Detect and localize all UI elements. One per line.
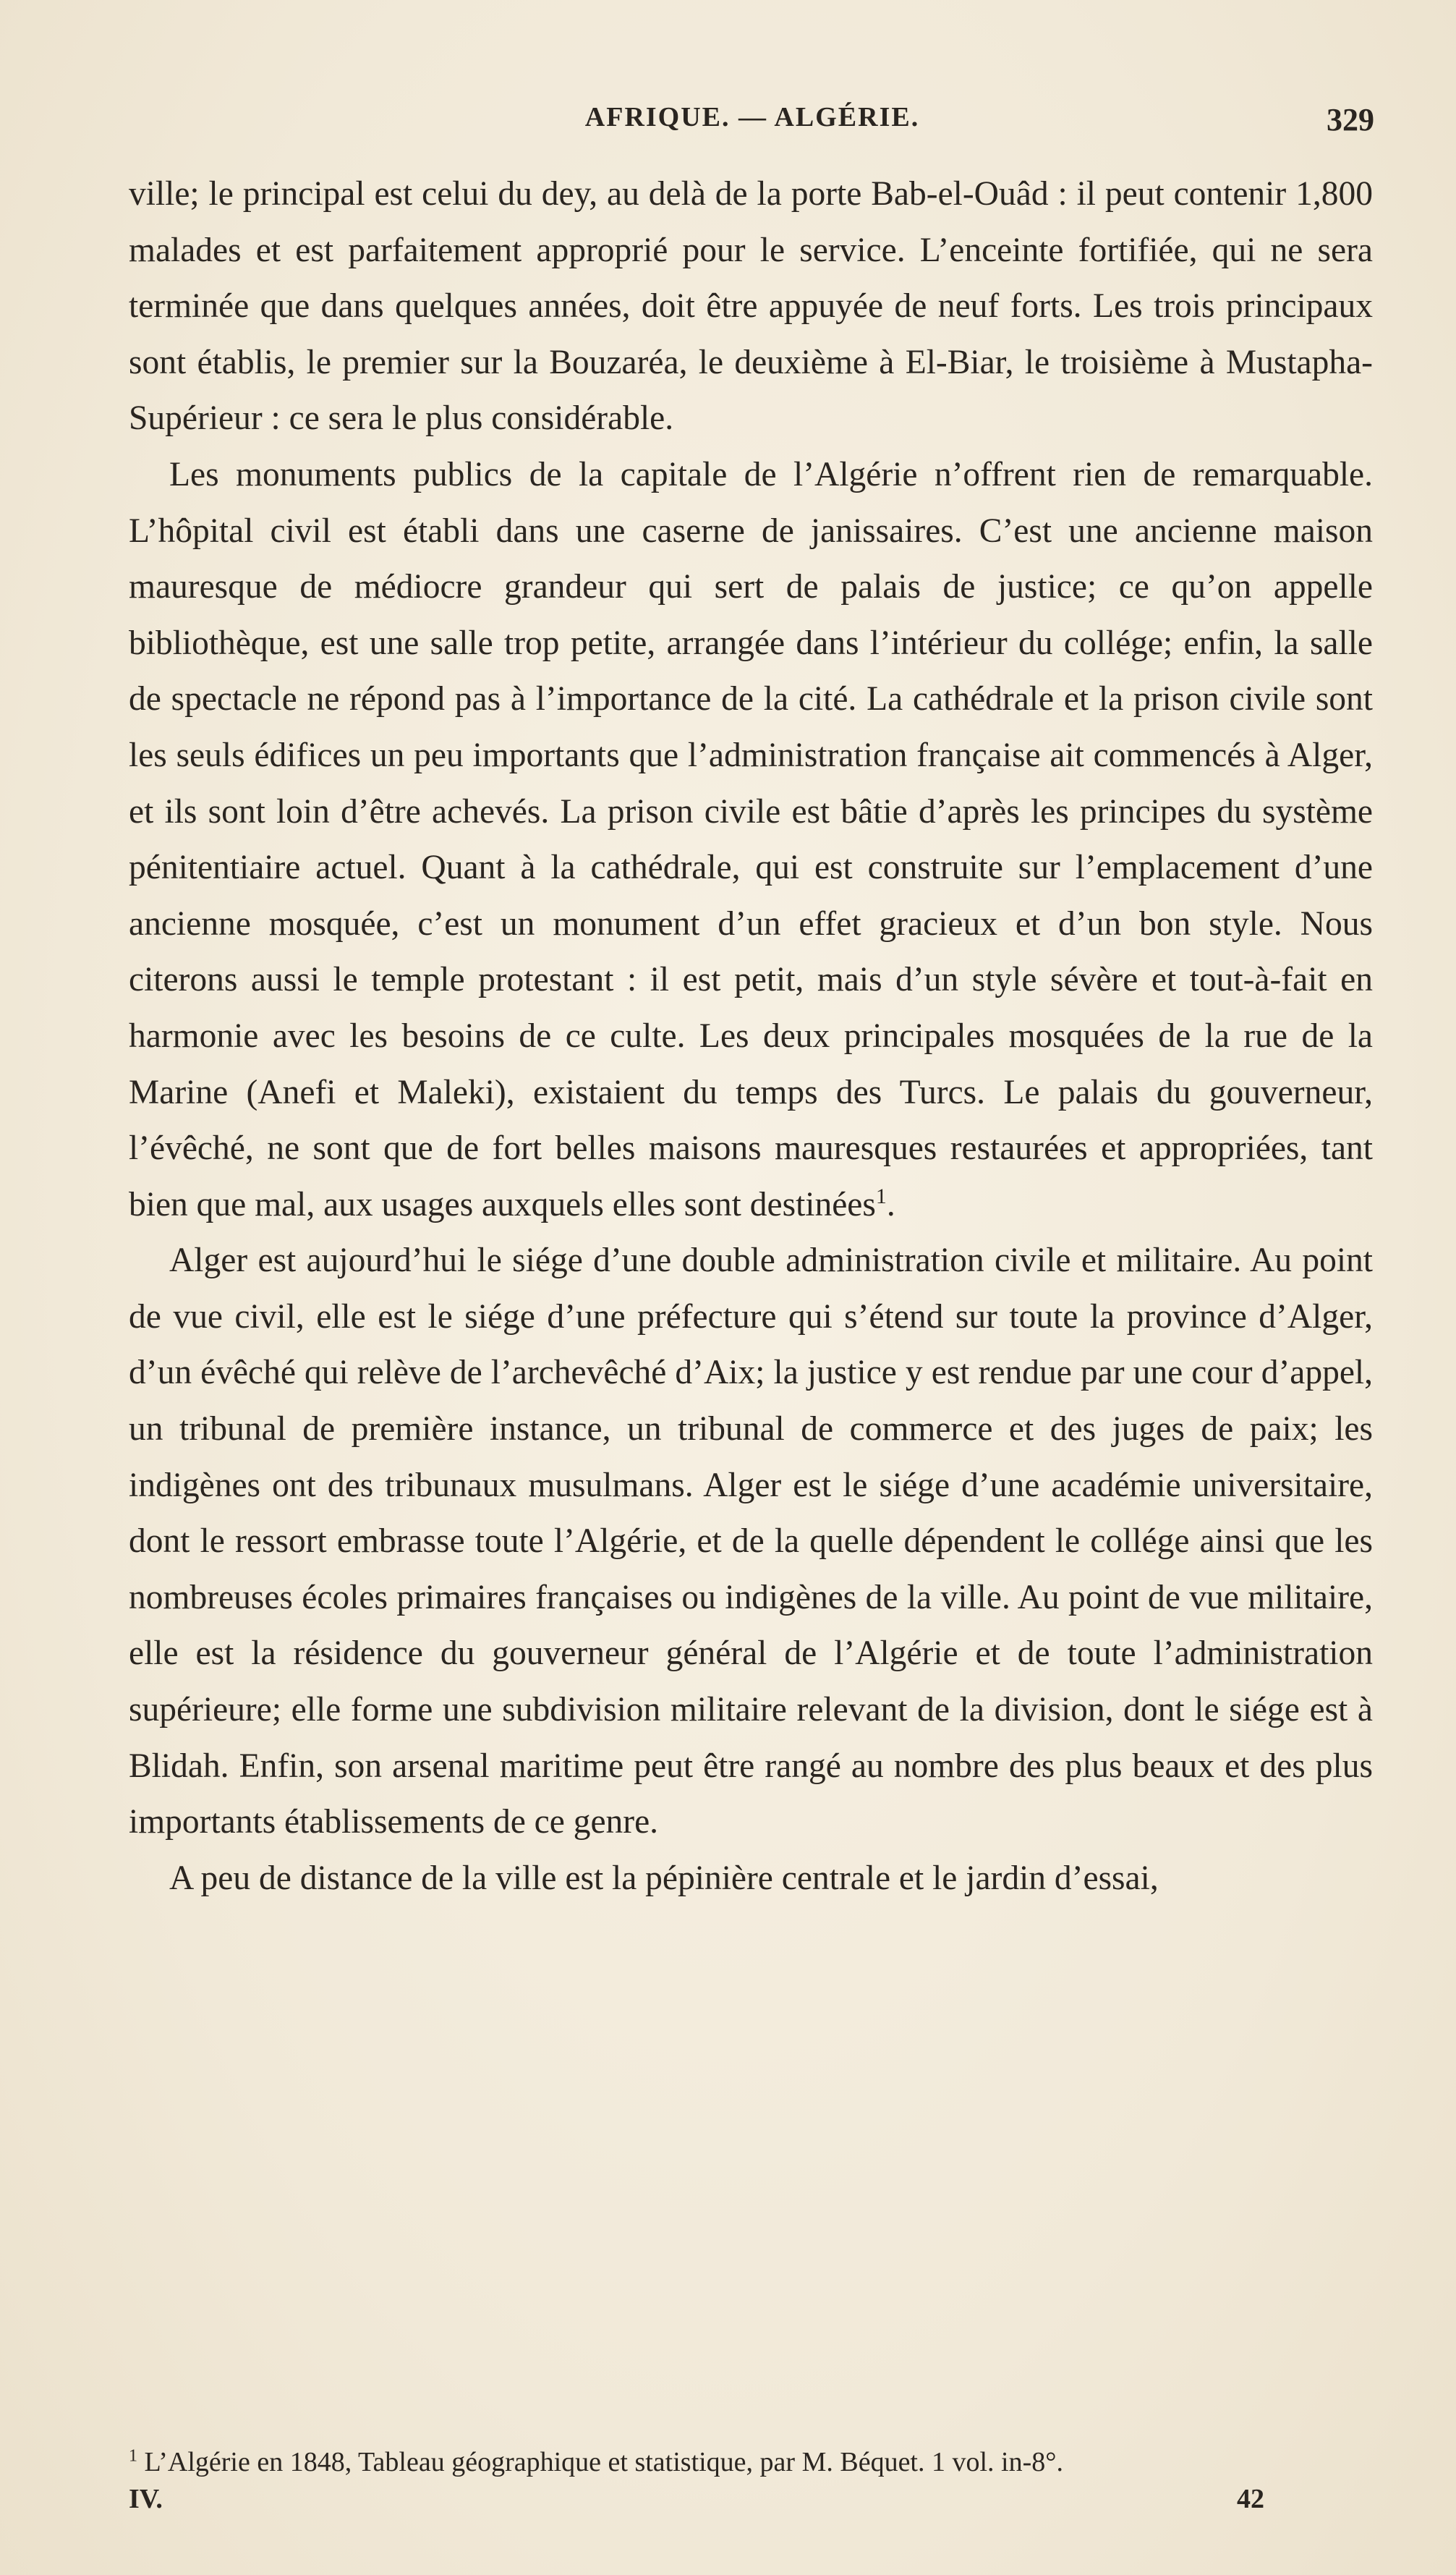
paragraph: ville; le principal est celui du dey, au delà de la porte Bab-el-Ouâd : il peut contenir 1,800 malades et est parfaitement approprié pour le service. L’enceinte fortifiée, qui ne sera terminée que dans quelques années, doit être appuyée de neuf forts. Les trois principaux sont établis, le premier sur la Bouzaréa, le deuxième à El-Biar, le troisième à Mustapha-Supérieur : ce sera le plus considérable. bbox=[129, 175, 1373, 438]
footnote-text: L’Algérie en 1848, Tableau géographique et statistique, par M. Béquet. 1 vol. in-8°. bbox=[144, 2447, 1063, 2477]
paragraph bbox=[129, 447, 1373, 1233]
footnote bbox=[129, 2444, 1373, 2480]
signature-mark: 42 bbox=[1237, 2484, 1264, 2514]
footnote-marker: 1 bbox=[129, 2446, 137, 2466]
page-number: 329 bbox=[1327, 102, 1374, 137]
footnote-reference[interactable]: 1 bbox=[875, 1184, 887, 1208]
footnote-reference-suffix: . bbox=[886, 1185, 895, 1223]
paragraph: Alger est aujourd’hui le siége d’une double administration civile et militaire. Au point de vue civil, elle est le siége d’une préfecture qui s’étend sur toute la province d’Alger, d’un évêché qui relève de l’archevêché d’Aix; la justice y est rendue par une cour d’appel, un tribunal de première instance, un tribunal de commerce et des juges de paix; les indigènes ont des tribunaux musulmans. Alger est le siége d’une académie universitaire, dont le ressort embrasse toute l’Algérie, et de la quelle dépendent le collége ainsi que les nombreuses écoles primaires françaises ou indigènes de la ville. Au point de vue militaire, elle est la résidence du gouverneur général de l’Algérie et de toute l’administration supérieure; elle forme une subdivision militaire relevant de la division, dont le siége est à Blidah. Enfin, son arsenal maritime peut être rangé au nombre des plus beaux et des plus importants établissements de ce genre. bbox=[129, 1242, 1373, 1841]
signature-line bbox=[129, 2483, 1373, 2519]
paragraph: A peu de distance de la ville est la pépinière centrale et le jardin d’essai, bbox=[169, 1859, 1159, 1897]
body-text bbox=[129, 166, 1373, 1906]
volume-number: IV. bbox=[129, 2484, 163, 2514]
running-head: AFRIQUE. — ALGÉRIE. bbox=[584, 102, 920, 132]
page-header bbox=[130, 101, 1374, 145]
paragraph-text: Les monuments publics de la capitale de l’Algérie n’offrent rien de remarquable. L’hôpital civil est établi dans une caserne de janissaires. C’est une ancienne maison mauresque de médiocre grandeur qui sert de palais de justice; ce qu’on appelle bibliothèque, est une salle trop petite, arrangée dans l’intérieur du collége; enfin, la salle de spectacle ne répond pas à l’importance de la cité. La cathédrale et la prison civile sont les seuls édifices un peu importants que l’administration française ait commencés à Alger, et ils sont loin d’être achevés. La prison civile est bâtie d’après les principes du système pénitentiaire actuel. Quant à la cathédrale, qui est construite sur l’emplacement d’une ancienne mosquée, c’est un monument d’un effet gracieux et d’un bon style. Nous citerons aussi le temple protestant : il est petit, mais d’un style sévère et tout-à-fait en harmonie avec les besoins de ce culte. Les deux principales mosquées de la rue de la Marine (Anefi et Maleki), existaient du temps des Turcs. Le palais du gouverneur, l’évêché, ne sont que de fort belles maisons mauresques restaurées et appropriées, tant bien que mal, aux usages auxquels elles sont destinées bbox=[129, 455, 1373, 1223]
